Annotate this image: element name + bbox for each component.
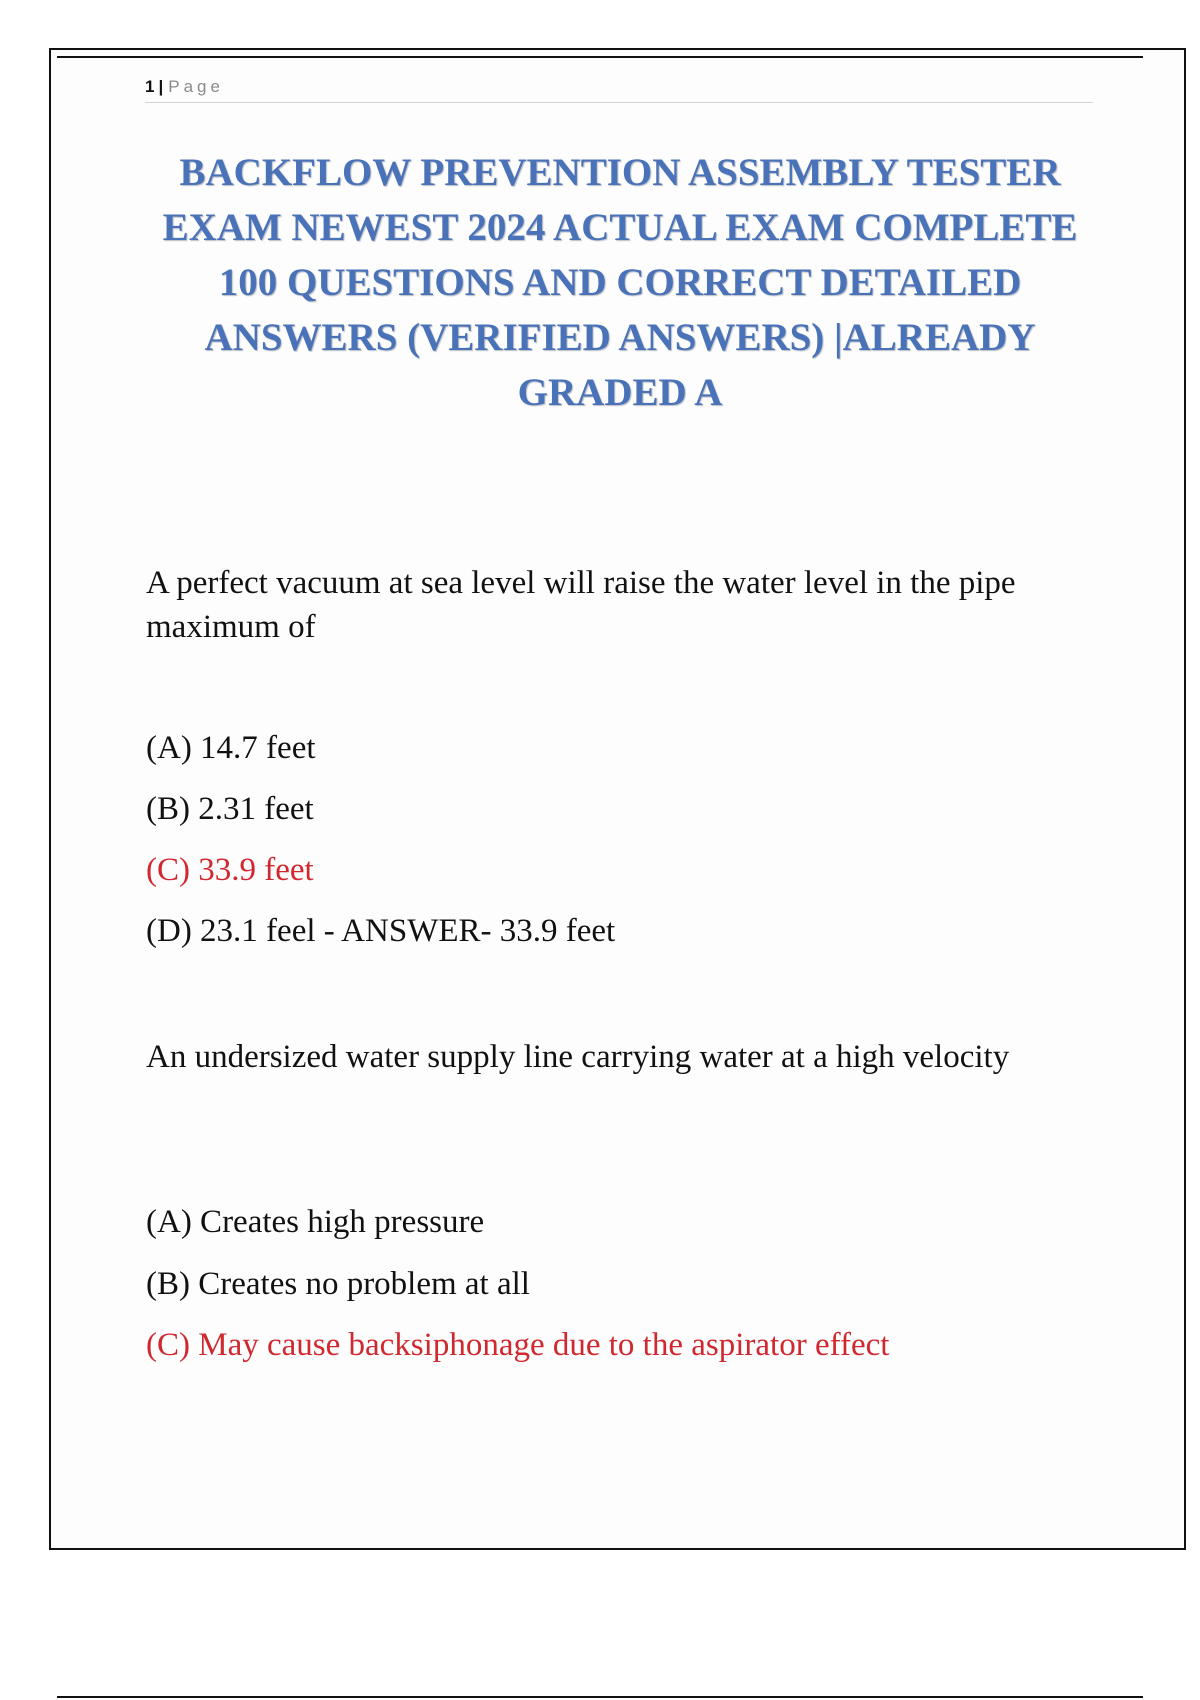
question-2-option-b: (B) Creates no problem at all [146,1266,530,1302]
question-1-option-a: (A) 14.7 feet [146,730,316,766]
question-2-text: An undersized water supply line carrying water at a high velocity [146,1039,1010,1075]
page-separator: | [158,77,164,96]
question-1-option-b: (B) 2.31 feet [146,791,314,827]
page-label: Page [168,77,224,96]
bottom-rule [57,1696,1143,1698]
page-header [145,74,1093,103]
page-number: 1 [145,77,155,96]
top-border-rule [57,56,1143,58]
question-1-text: A perfect vacuum at sea level will raise the water level in the pipe maximum of [146,565,1016,645]
question-1-option-d: (D) 23.1 feel - ANSWER- 33.9 feet [146,913,616,949]
question-1-option-c-correct: (C) 33.9 feet [146,852,314,888]
question-2-option-a: (A) Creates high pressure [146,1204,485,1240]
document-title: BACKFLOW PREVENTION ASSEMBLY TESTER EXAM NEWEST 2024 ACTUAL EXAM COMPLETE 100 QUESTIONS AND CORRECT DETAILED ANSWERS (VERIFIED ANSWERS) |ALREADY GRADED A [162,151,1078,414]
question-2-option-c-correct: (C) May cause backsiphonage due to the aspirator effect [146,1327,890,1363]
